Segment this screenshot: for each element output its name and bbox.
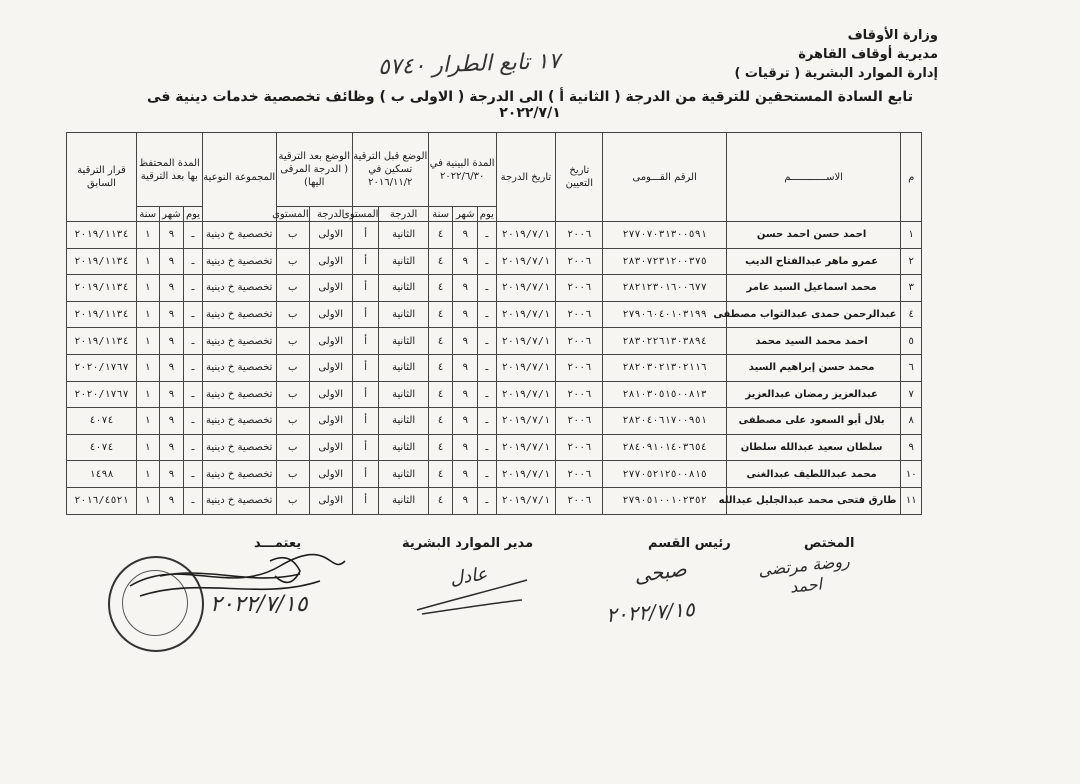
national-id: ٢٨٢٠٤٠٦١٧٠٠٩٥١ — [603, 408, 726, 435]
table-row — [67, 487, 922, 514]
national-id: ٢٨٢١٢٣٠١٦٠٠٦٧٧ — [603, 275, 726, 302]
row-no: ٥ — [901, 328, 922, 355]
retained-year: ١ — [137, 248, 160, 275]
row-no: ٣ — [901, 275, 922, 302]
before-grade: الثانية — [379, 434, 428, 461]
hr-manager-signature: عادل — [448, 563, 489, 590]
after-grade: الاولى — [309, 408, 352, 435]
retained-month: ٩ — [159, 354, 184, 381]
retained-day: ـ — [184, 248, 202, 275]
row-no: ٤ — [901, 301, 922, 328]
previous-decision: ٢٠١٩/١١٣٤ — [67, 222, 137, 249]
employee-name: محمد عبداللطيف عبدالغنى — [726, 461, 901, 488]
appointment-date: ٢٠٠٦ — [556, 381, 603, 408]
interim-month: ٩ — [453, 487, 478, 514]
after-grade: الاولى — [309, 461, 352, 488]
after-level: ب — [276, 487, 309, 514]
interim-year: ٤ — [428, 461, 453, 488]
appointment-date: ٢٠٠٦ — [556, 354, 603, 381]
after-grade: الاولى — [309, 248, 352, 275]
interim-day: ـ — [478, 328, 496, 355]
employee-name: احمد محمد السيد محمد — [726, 328, 901, 355]
retained-day: ـ — [184, 354, 202, 381]
interim-month: ٩ — [453, 301, 478, 328]
grade-date: ٢٠١٩/٧/١ — [496, 354, 556, 381]
after-grade: الاولى — [309, 328, 352, 355]
retained-month: ٩ — [159, 301, 184, 328]
interim-year: ٤ — [428, 222, 453, 249]
after-level: ب — [276, 248, 309, 275]
appointment-date: ٢٠٠٦ — [556, 461, 603, 488]
before-grade: الثانية — [379, 408, 428, 435]
previous-decision: ٢٠١٩/١١٣٤ — [67, 275, 137, 302]
grade-date: ٢٠١٩/٧/١ — [496, 434, 556, 461]
sub-level: المستوى — [272, 208, 309, 220]
after-level: ب — [276, 328, 309, 355]
retained-year: ١ — [137, 434, 160, 461]
grade-date: ٢٠١٩/٧/١ — [496, 408, 556, 435]
section-head-label: رئيس القسم — [648, 536, 731, 551]
before-grade: الثانية — [379, 301, 428, 328]
before-grade: الثانية — [379, 354, 428, 381]
previous-decision: ٤٠٧٤ — [67, 434, 137, 461]
appointment-date: ٢٠٠٦ — [556, 434, 603, 461]
before-level: أ — [352, 408, 379, 435]
grade-date: ٢٠١٩/٧/١ — [496, 248, 556, 275]
after-grade: الاولى — [309, 222, 352, 249]
grade-date: ٢٠١٩/٧/١ — [496, 301, 556, 328]
interim-day: ـ — [478, 434, 496, 461]
appointment-date: ٢٠٠٦ — [556, 301, 603, 328]
interim-day: ـ — [478, 248, 496, 275]
interim-day: ـ — [478, 275, 496, 302]
table-row — [67, 408, 922, 435]
col-no: م — [901, 133, 922, 222]
retained-year: ١ — [137, 461, 160, 488]
approval-signature-stroke — [120, 546, 350, 616]
after-level: ب — [276, 354, 309, 381]
before-level: أ — [352, 354, 379, 381]
employee-name: بلال أبو السعود على مصطفى — [726, 408, 901, 435]
hr-manager-label: مدير الموارد البشرية — [402, 536, 534, 551]
after-level: ب — [276, 434, 309, 461]
national-id: ٢٧٧٠٥٢١٢٥٠٠٨١٥ — [603, 461, 726, 488]
appointment-date: ٢٠٠٦ — [556, 487, 603, 514]
sub-month: شهر — [453, 207, 478, 222]
col-national-id: الرقم القـــومى — [603, 133, 726, 222]
sub-grade: الدرجة — [309, 207, 352, 222]
after-level: ب — [276, 408, 309, 435]
previous-decision: ٢٠١٦/٤٥٢١ — [67, 487, 137, 514]
employee-name: سلطان سعيد عبدالله سلطان — [726, 434, 901, 461]
interim-month: ٩ — [453, 354, 478, 381]
letterhead — [734, 26, 938, 83]
appointment-date: ٢٠٠٦ — [556, 408, 603, 435]
retained-year: ١ — [137, 328, 160, 355]
before-level: أ — [352, 248, 379, 275]
previous-decision: ٤٠٧٤ — [67, 408, 137, 435]
job-group: تخصصية خ دينية — [202, 248, 276, 275]
table-header-row — [67, 133, 922, 207]
specialist-signature: روضة مرتضى احمد — [757, 551, 851, 597]
col-grade-date: تاريخ الدرجة — [496, 133, 556, 222]
after-grade: الاولى — [309, 354, 352, 381]
before-level: أ — [352, 487, 379, 514]
previous-decision: ٢٠١٩/١١٣٤ — [67, 328, 137, 355]
table-row — [67, 328, 922, 355]
col-appoint-date: تاريخ التعيين — [556, 133, 603, 222]
after-grade: الاولى — [309, 301, 352, 328]
previous-decision: ١٤٩٨ — [67, 461, 137, 488]
before-grade: الثانية — [379, 328, 428, 355]
national-id: ٢٨٤٠٩١٠١٤٠٣٦٥٤ — [603, 434, 726, 461]
sub-day: يوم — [478, 207, 496, 222]
retained-month: ٩ — [159, 381, 184, 408]
before-level: أ — [352, 301, 379, 328]
row-no: ٩ — [901, 434, 922, 461]
grade-date: ٢٠١٩/٧/١ — [496, 328, 556, 355]
interim-day: ـ — [478, 354, 496, 381]
previous-decision: ٢٠١٩/١١٣٤ — [67, 248, 137, 275]
after-level: ب — [276, 301, 309, 328]
handwritten-reference: ١٧ تابع الطرار ٥٧٤٠ — [377, 48, 561, 81]
interim-year: ٤ — [428, 408, 453, 435]
interim-year: ٤ — [428, 248, 453, 275]
job-group: تخصصية خ دينية — [202, 381, 276, 408]
after-level: ب — [276, 275, 309, 302]
retained-month: ٩ — [159, 248, 184, 275]
after-grade: الاولى — [309, 434, 352, 461]
interim-day: ـ — [478, 381, 496, 408]
table-row — [67, 301, 922, 328]
after-grade: الاولى — [309, 275, 352, 302]
interim-month: ٩ — [453, 222, 478, 249]
row-no: ٢ — [901, 248, 922, 275]
before-grade: الثانية — [379, 275, 428, 302]
col-before: الوضع قبل الترقية تسكين في ٢٠١٦/١١/٢ — [352, 133, 428, 207]
grade-date: ٢٠١٩/٧/١ — [496, 487, 556, 514]
col-retained: المدة المحتفظ بها بعد الترقية — [137, 133, 203, 207]
before-level: أ — [352, 434, 379, 461]
national-id: ٢٨١٠٣٠٥١٥٠٠٨١٣ — [603, 381, 726, 408]
national-id: ٢٧٩٠٥١٠٠١٠٢٣٥٢ — [603, 487, 726, 514]
after-grade: الاولى — [309, 487, 352, 514]
grade-date: ٢٠١٩/٧/١ — [496, 275, 556, 302]
interim-month: ٩ — [453, 461, 478, 488]
retained-month: ٩ — [159, 222, 184, 249]
retained-month: ٩ — [159, 434, 184, 461]
national-id: ٢٨٢٠٣٠٢١٣٠٢١١٦ — [603, 354, 726, 381]
interim-year: ٤ — [428, 275, 453, 302]
ministry-name: وزارة الأوقاف — [847, 28, 938, 43]
national-id: ٢٨٣٠٧٢٣١٢٠٠٣٧٥ — [603, 248, 726, 275]
previous-decision: ٢٠٢٠/١٧٦٧ — [67, 354, 137, 381]
appointment-date: ٢٠٠٦ — [556, 328, 603, 355]
after-level: ب — [276, 381, 309, 408]
sub-month: شهر — [159, 207, 184, 222]
employee-name: احمد حسن احمد حسن — [726, 222, 901, 249]
job-group: تخصصية خ دينية — [202, 434, 276, 461]
interim-year: ٤ — [428, 328, 453, 355]
interim-day: ـ — [478, 487, 496, 514]
table-row — [67, 275, 922, 302]
job-group: تخصصية خ دينية — [202, 275, 276, 302]
job-group: تخصصية خ دينية — [202, 487, 276, 514]
interim-month: ٩ — [453, 408, 478, 435]
retained-month: ٩ — [159, 328, 184, 355]
hr-signature-stroke — [412, 570, 532, 620]
job-group: تخصصية خ دينية — [202, 461, 276, 488]
job-group: تخصصية خ دينية — [202, 408, 276, 435]
interim-month: ٩ — [453, 275, 478, 302]
before-level: أ — [352, 222, 379, 249]
before-level: أ — [352, 461, 379, 488]
sub-year: سنة — [137, 207, 160, 222]
previous-decision: ٢٠٢٠/١٧٦٧ — [67, 381, 137, 408]
job-group: تخصصية خ دينية — [202, 328, 276, 355]
retained-day: ـ — [184, 434, 202, 461]
interim-month: ٩ — [453, 248, 478, 275]
previous-decision: ٢٠١٩/١١٣٤ — [67, 301, 137, 328]
sub-grade: الدرجة — [379, 207, 428, 222]
employee-name: عبدالرحمن حمدى عبدالتواب مصطفى — [726, 301, 901, 328]
employee-name: محمد حسن إبراهيم السيد — [726, 354, 901, 381]
retained-day: ـ — [184, 461, 202, 488]
appointment-date: ٢٠٠٦ — [556, 275, 603, 302]
interim-year: ٤ — [428, 381, 453, 408]
sub-year: سنة — [428, 207, 453, 222]
table-row — [67, 248, 922, 275]
retained-day: ـ — [184, 328, 202, 355]
after-level: ب — [276, 461, 309, 488]
employee-name: طارق فتحى محمد عبدالجليل عبدالله — [726, 487, 901, 514]
document-title: تابع السادة المستحقين للترقية من الدرجة ( الثانية أ ) الى الدرجة ( الاولى ب ) وظائف تخصصية خدمات دينية فى ٢٠٢٢/٧/١ — [147, 89, 913, 121]
row-no: ١٠ — [901, 461, 922, 488]
table-row — [67, 461, 922, 488]
before-grade: الثانية — [379, 487, 428, 514]
interim-year: ٤ — [428, 434, 453, 461]
retained-year: ١ — [137, 222, 160, 249]
interim-day: ـ — [478, 301, 496, 328]
job-group: تخصصية خ دينية — [202, 301, 276, 328]
col-prev-decision: قرار الترقية السابق — [67, 133, 137, 222]
retained-month: ٩ — [159, 487, 184, 514]
interim-year: ٤ — [428, 354, 453, 381]
retained-month: ٩ — [159, 461, 184, 488]
row-no: ٨ — [901, 408, 922, 435]
retained-day: ـ — [184, 408, 202, 435]
row-no: ٦ — [901, 354, 922, 381]
retained-day: ـ — [184, 301, 202, 328]
after-level: ب — [276, 222, 309, 249]
sub-day: يوم — [184, 207, 202, 222]
appointment-date: ٢٠٠٦ — [556, 222, 603, 249]
section-head-date: ٢٠٢٢/٧/١٥ — [605, 596, 696, 628]
department-name: إدارة الموارد البشرية ( ترقيات ) — [734, 66, 938, 81]
section-head-signature: صبحى — [632, 556, 689, 588]
retained-year: ١ — [137, 487, 160, 514]
before-grade: الثانية — [379, 461, 428, 488]
directorate-name: مديرية أوقاف القاهرة — [798, 47, 938, 62]
interim-year: ٤ — [428, 487, 453, 514]
interim-day: ـ — [478, 408, 496, 435]
national-id: ٢٨٣٠٢٢٦١٣٠٣٨٩٤ — [603, 328, 726, 355]
before-grade: الثانية — [379, 222, 428, 249]
job-group: تخصصية خ دينية — [202, 354, 276, 381]
retained-year: ١ — [137, 354, 160, 381]
interim-month: ٩ — [453, 434, 478, 461]
national-id: ٢٧٩٠٦٠٤٠١٠٣١٩٩ — [603, 301, 726, 328]
retained-year: ١ — [137, 301, 160, 328]
retained-day: ـ — [184, 381, 202, 408]
col-group: المجموعة النوعية — [202, 133, 276, 222]
national-id: ٢٧٧٠٧٠٣١٣٠٠٥٩١ — [603, 222, 726, 249]
interim-month: ٩ — [453, 328, 478, 355]
before-level: أ — [352, 275, 379, 302]
interim-month: ٩ — [453, 381, 478, 408]
retained-day: ـ — [184, 275, 202, 302]
appointment-date: ٢٠٠٦ — [556, 248, 603, 275]
promotion-table — [66, 132, 922, 515]
sub-level: المستوى — [341, 208, 379, 220]
before-grade: الثانية — [379, 381, 428, 408]
row-no: ١١ — [901, 487, 922, 514]
table-row — [67, 434, 922, 461]
retained-year: ١ — [137, 275, 160, 302]
specialist-label: المختص — [804, 536, 855, 551]
grade-date: ٢٠١٩/٧/١ — [496, 381, 556, 408]
retained-day: ـ — [184, 487, 202, 514]
employee-name: محمد اسماعيل السيد عامر — [726, 275, 901, 302]
table-row — [67, 381, 922, 408]
row-no: ١ — [901, 222, 922, 249]
job-group: تخصصية خ دينية — [202, 222, 276, 249]
retained-day: ـ — [184, 222, 202, 249]
retained-year: ١ — [137, 381, 160, 408]
table-row — [67, 222, 922, 249]
retained-year: ١ — [137, 408, 160, 435]
col-interim: المدة البينية في ٢٠٢٢/٦/٣٠ — [428, 133, 496, 207]
table-row — [67, 354, 922, 381]
retained-month: ٩ — [159, 275, 184, 302]
grade-date: ٢٠١٩/٧/١ — [496, 461, 556, 488]
employee-name: عبدالعزيز رمضان عبدالعزيز — [726, 381, 901, 408]
interim-year: ٤ — [428, 301, 453, 328]
grade-date: ٢٠١٩/٧/١ — [496, 222, 556, 249]
employee-name: عمرو ماهر عبدالفتاح الديب — [726, 248, 901, 275]
after-grade: الاولى — [309, 381, 352, 408]
approve-date: ٢٠٢٢/٧/١٥ — [210, 592, 308, 617]
interim-day: ـ — [478, 461, 496, 488]
before-level: أ — [352, 328, 379, 355]
interim-day: ـ — [478, 222, 496, 249]
row-no: ٧ — [901, 381, 922, 408]
approved-label: يعتمـــد — [254, 536, 302, 551]
retained-month: ٩ — [159, 408, 184, 435]
before-grade: الثانية — [379, 248, 428, 275]
col-name: الاســــــــــــم — [726, 133, 901, 222]
before-level: أ — [352, 381, 379, 408]
col-after: الوضع بعد الترقية ( الدرجة المرقى اليها) — [276, 133, 352, 207]
